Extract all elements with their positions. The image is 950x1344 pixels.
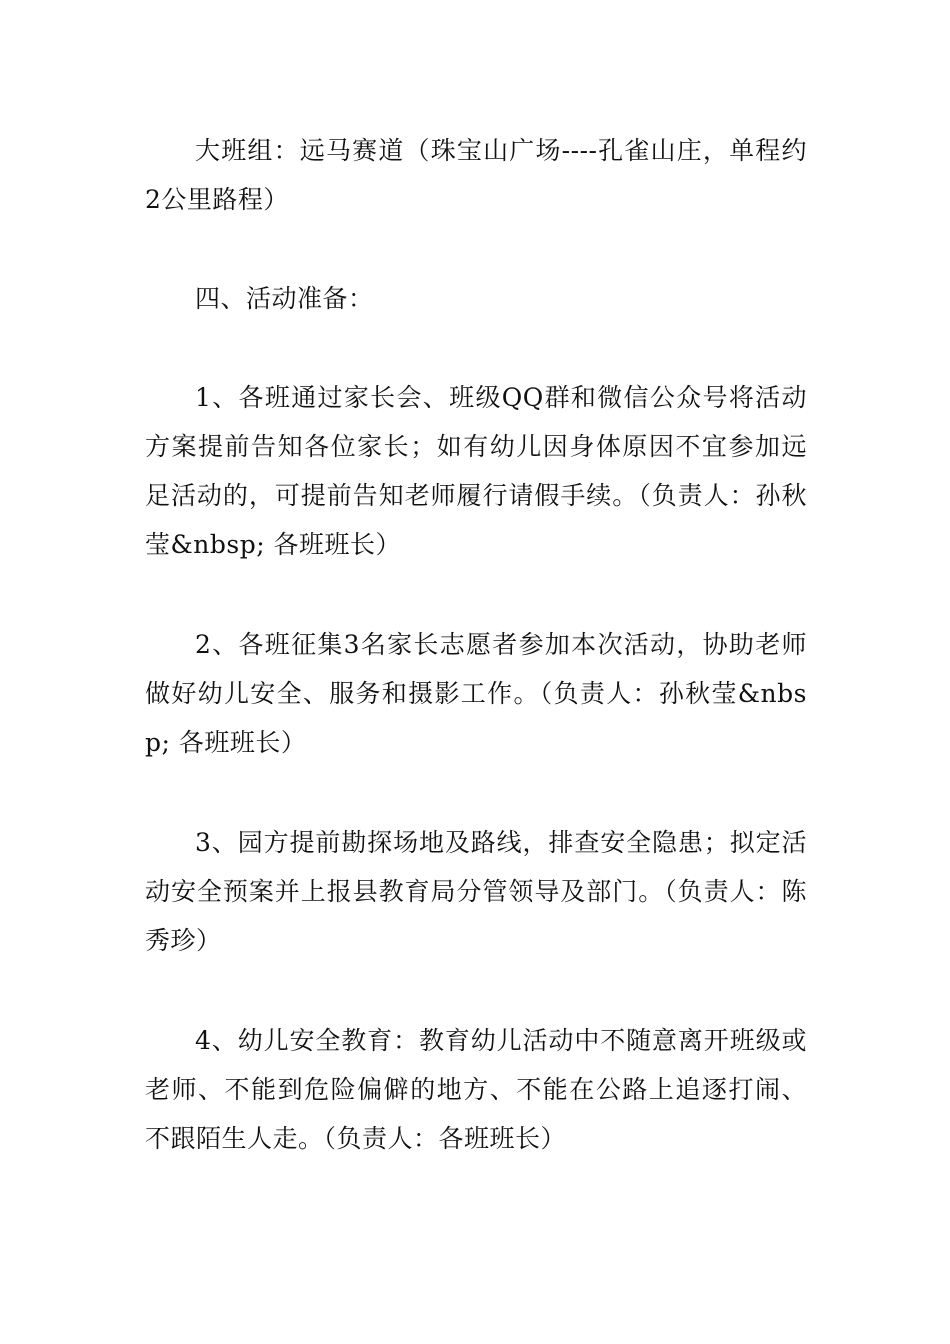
section-heading-preparation: 四、活动准备：: [195, 284, 374, 313]
paragraph-item-3: 3、园方提前勘探场地及路线，排查安全隐患；拟定活动安全预案并上报县教育局分管领导及部门。（负责人：陈秀珍）: [145, 828, 807, 955]
paragraph-item-4: 4、幼儿安全教育：教育幼儿活动中不随意离开班级或老师、不能到危险偏僻的地方、不能在公路上追逐打闹、不跟陌生人走。（负责人：各班班长）: [145, 1026, 807, 1153]
paragraph-item-1: 1、各班通过家长会、班级QQ群和微信公众号将活动方案提前告知各位家长；如有幼儿因身体原因不宜参加远足活动的，可提前告知老师履行请假手续。（负责人：孙秋莹&nbsp; 各班班长）: [145, 383, 807, 559]
paragraph-route-senior-group: 大班组：远马赛道（珠宝山广场----孔雀山庄，单程约2公里路程）: [145, 136, 807, 214]
paragraph-item-2: 2、各班征集3名家长志愿者参加本次活动，协助老师做好幼儿安全、服务和摄影工作。（负责人：孙秋莹&nbsp; 各班班长）: [145, 630, 807, 757]
